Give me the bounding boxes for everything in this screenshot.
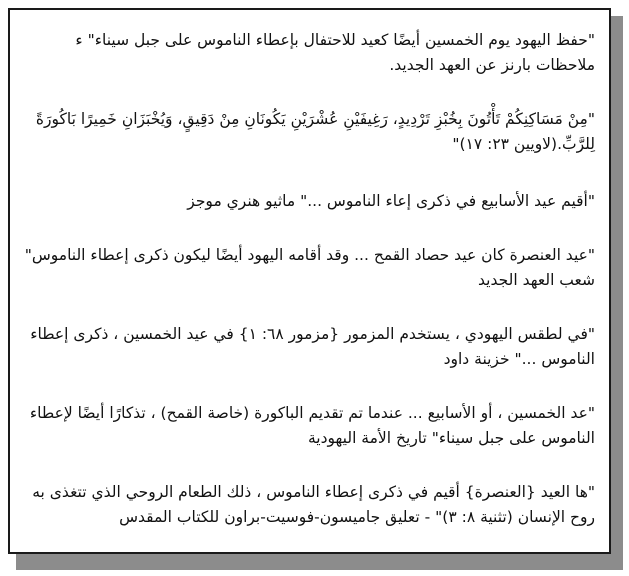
quotes-panel [8,8,611,554]
quote-jamieson-fausset-brown: "ها العيد {العنصرة} أقيم في ذكرى إعطاء الناموس ، ذلك الطعام الروحي الذي تتغذى به روح الإنسان (تثنية ٨: ٣)" - تعليق جاميسون-فوسيت-براون للكتاب المقدس [32,483,595,526]
quote-treasury-of-david: "في لطقس اليهودي ، يستخدم المزمور {مزمور ٦٨: ١} في عيد الخمسين ، ذكرى إعطاء الناموس ..." خزينة داود [30,325,595,368]
quote-new-testament-people: "عيد العنصرة كان عيد حصاد القمح ... وقد أقامه اليهود أيضًا ليكون ذكرى إعطاء الناموس" شعب العهد الجديد [24,246,595,289]
quote-list [24,28,595,530]
quote-jewish-nation-history: "عد الخمسين ، أو الأسابيع ... عندما تم تقديم الباكورة (خاصة القمح) ، تذكارًا أيضًا لإعطاء الناموس على جبل سيناء" تاريخ الأمة اليهودية [29,404,595,447]
quote-barnes: "حفظ اليهود يوم الخمسين أيضًا كعيد للاحتفال بإعطاء الناموس على جبل سيناء" ء ملاحظات بارنز عن العهد الجديد. [75,31,595,74]
quote-matthew-henry: "أقيم عيد الأسابيع في ذكرى إعاء الناموس ..." ماثيو هنري موجز [187,192,595,210]
quote-leviticus: "مِنْ مَسَاكِنِكُمْ تَأْتُونَ بِخُبْزِ تَرْدِيدٍ، رَغِيفَيْنِ عُشْرَيْنِ يَكُونَانِ مِنْ دَقِيقٍ، وَيُخْبَزَانِ خَمِيرًا بَاكُورَةً لِلرَّبِّ.(لاويين ٢٣: ١٧)" [35,110,595,153]
